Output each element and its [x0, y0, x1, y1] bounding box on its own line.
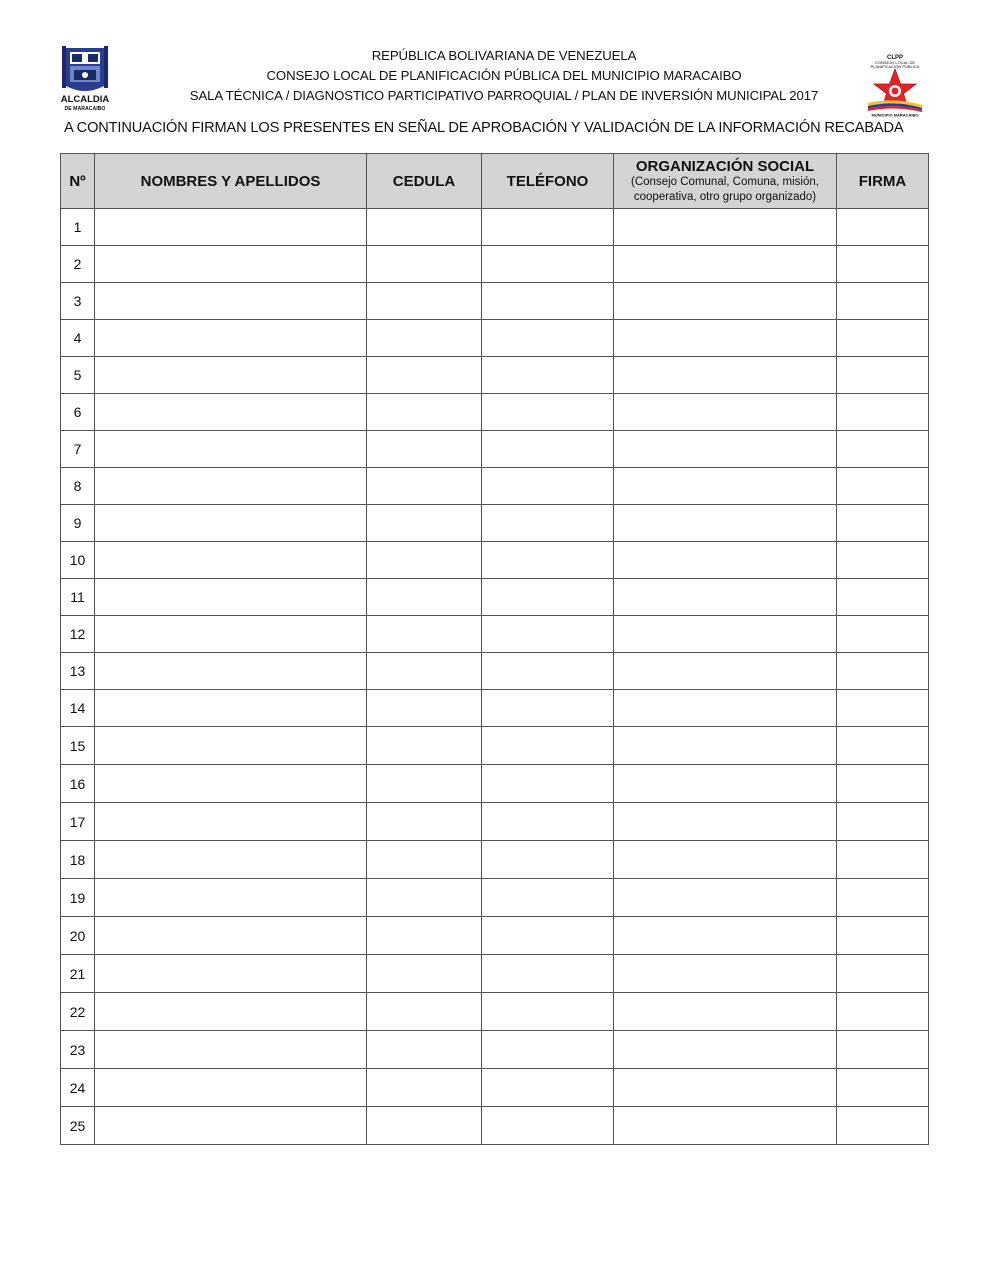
row-number: 19	[61, 879, 95, 917]
cell-names[interactable]	[95, 283, 367, 320]
clpp-logo	[864, 53, 926, 117]
cell-firma[interactable]	[837, 1069, 929, 1107]
row-number: 13	[61, 653, 95, 690]
cell-telefono[interactable]	[482, 357, 614, 394]
row-number: 4	[61, 320, 95, 357]
cell-cedula[interactable]	[367, 955, 482, 993]
table-row	[61, 431, 929, 468]
header-line-2: CONSEJO LOCAL DE PLANIFICACIÓN PÚBLICA DEL MUNICIPIO MARACAIBO	[266, 68, 742, 83]
cell-names[interactable]	[95, 431, 367, 468]
document-header	[130, 46, 878, 106]
cell-names[interactable]	[95, 993, 367, 1031]
col-header-firma: FIRMA	[837, 154, 929, 209]
col-header-organizacion-title: ORGANIZACIÓN SOCIAL	[635, 157, 815, 175]
cell-telefono[interactable]	[482, 1069, 614, 1107]
table-row	[61, 727, 929, 765]
table-row	[61, 690, 929, 727]
alcaldia-logo-text2: DE MARACAIBO	[64, 106, 106, 112]
signature-table	[60, 153, 929, 1145]
cell-organizacion[interactable]	[614, 803, 837, 841]
row-number: 8	[61, 468, 95, 505]
cell-firma[interactable]	[837, 993, 929, 1031]
cell-cedula[interactable]	[367, 246, 482, 283]
cell-telefono[interactable]	[482, 653, 614, 690]
row-number: 1	[61, 209, 95, 246]
row-number: 21	[61, 955, 95, 993]
cell-organizacion[interactable]	[614, 505, 837, 542]
cell-names[interactable]	[95, 579, 367, 616]
cell-organizacion[interactable]	[614, 727, 837, 765]
cell-telefono[interactable]	[482, 690, 614, 727]
cell-organizacion[interactable]	[614, 1031, 837, 1069]
row-number: 9	[61, 505, 95, 542]
col-header-names: NOMBRES Y APELLIDOS	[95, 154, 367, 209]
cell-organizacion[interactable]	[614, 1069, 837, 1107]
cell-firma[interactable]	[837, 246, 929, 283]
table-row	[61, 283, 929, 320]
table-header-row	[61, 154, 929, 209]
cell-names[interactable]	[95, 505, 367, 542]
row-number: 14	[61, 690, 95, 727]
table-row	[61, 879, 929, 917]
cell-organizacion[interactable]	[614, 246, 837, 283]
alcaldia-logo	[60, 44, 110, 114]
row-number: 11	[61, 579, 95, 616]
table-row	[61, 357, 929, 394]
col-header-cedula: CEDULA	[367, 154, 482, 209]
cell-names[interactable]	[95, 765, 367, 803]
table-row	[61, 505, 929, 542]
clpp-logo-sub1: CONSEJO LOCAL DE	[874, 60, 916, 65]
cell-organizacion[interactable]	[614, 1107, 837, 1145]
cell-firma[interactable]	[837, 209, 929, 246]
table-row	[61, 246, 929, 283]
row-number: 25	[61, 1107, 95, 1145]
row-number: 10	[61, 542, 95, 579]
cell-cedula[interactable]	[367, 879, 482, 917]
cell-names[interactable]	[95, 653, 367, 690]
cell-organizacion[interactable]	[614, 955, 837, 993]
cell-cedula[interactable]	[367, 505, 482, 542]
cell-telefono[interactable]	[482, 955, 614, 993]
cell-telefono[interactable]	[482, 542, 614, 579]
cell-firma[interactable]	[837, 1031, 929, 1069]
table-row	[61, 765, 929, 803]
row-number: 23	[61, 1031, 95, 1069]
cell-firma[interactable]	[837, 283, 929, 320]
cell-cedula[interactable]	[367, 209, 482, 246]
cell-names[interactable]	[95, 841, 367, 879]
cell-organizacion[interactable]	[614, 917, 837, 955]
table-row	[61, 542, 929, 579]
clpp-logo-title: CLPP	[886, 55, 904, 61]
approval-statement: A CONTINUACIÓN FIRMAN LOS PRESENTES EN SEÑAL DE APROBACIÓN Y VALIDACIÓN DE LA INFORMACIÓN RECABADA	[64, 120, 904, 136]
cell-telefono[interactable]	[482, 283, 614, 320]
cell-firma[interactable]	[837, 879, 929, 917]
cell-telefono[interactable]	[482, 917, 614, 955]
cell-names[interactable]	[95, 209, 367, 246]
cell-firma[interactable]	[837, 955, 929, 993]
table-row	[61, 579, 929, 616]
alcaldia-logo-text1: ALCALDIA	[60, 94, 110, 105]
table-row	[61, 841, 929, 879]
cell-firma[interactable]	[837, 841, 929, 879]
cell-cedula[interactable]	[367, 431, 482, 468]
col-header-num: Nº	[61, 154, 95, 209]
table-row	[61, 993, 929, 1031]
table-row	[61, 955, 929, 993]
table-row	[61, 803, 929, 841]
table-row	[61, 1069, 929, 1107]
cell-firma[interactable]	[837, 1107, 929, 1145]
cell-cedula[interactable]	[367, 841, 482, 879]
cell-telefono[interactable]	[482, 468, 614, 505]
cell-names[interactable]	[95, 727, 367, 765]
cell-cedula[interactable]	[367, 727, 482, 765]
cell-organizacion[interactable]	[614, 283, 837, 320]
table-row	[61, 468, 929, 505]
cell-names[interactable]	[95, 542, 367, 579]
cell-organizacion[interactable]	[614, 357, 837, 394]
table-row	[61, 616, 929, 653]
header-line-1: REPÚBLICA BOLIVARIANA DE VENEZUELA	[371, 48, 637, 63]
cell-names[interactable]	[95, 1107, 367, 1145]
col-header-telefono: TELÉFONO	[482, 154, 614, 209]
col-header-organizacion-sub: (Consejo Comunal, Comuna, misión, cooperativa, otro grupo organizado)	[631, 175, 819, 203]
row-number: 16	[61, 765, 95, 803]
cell-names[interactable]	[95, 616, 367, 653]
cell-firma[interactable]	[837, 357, 929, 394]
cell-organizacion[interactable]	[614, 653, 837, 690]
cell-names[interactable]	[95, 917, 367, 955]
cell-firma[interactable]	[837, 690, 929, 727]
clpp-logo-sub3: MUNICIPIO MARACAIBO	[871, 112, 919, 117]
cell-organizacion[interactable]	[614, 431, 837, 468]
cell-telefono[interactable]	[482, 803, 614, 841]
row-number: 5	[61, 357, 95, 394]
cell-cedula[interactable]	[367, 917, 482, 955]
cell-organizacion[interactable]	[614, 468, 837, 505]
row-number: 7	[61, 431, 95, 468]
cell-firma[interactable]	[837, 320, 929, 357]
clpp-logo-sub2: PLANIFICACIÓN PÚBLICA	[870, 64, 920, 69]
cell-firma[interactable]	[837, 505, 929, 542]
cell-cedula[interactable]	[367, 283, 482, 320]
cell-names[interactable]	[95, 1069, 367, 1107]
header-line-3: SALA TÉCNICA / DIAGNOSTICO PARTICIPATIVO PARROQUIAL / PLAN DE INVERSIÓN MUNICIPAL 2017	[189, 88, 819, 103]
cell-organizacion[interactable]	[614, 394, 837, 431]
cell-organizacion[interactable]	[614, 616, 837, 653]
cell-cedula[interactable]	[367, 1031, 482, 1069]
cell-organizacion[interactable]	[614, 765, 837, 803]
cell-telefono[interactable]	[482, 579, 614, 616]
row-number: 12	[61, 616, 95, 653]
cell-cedula[interactable]	[367, 542, 482, 579]
row-number: 17	[61, 803, 95, 841]
cell-cedula[interactable]	[367, 357, 482, 394]
cell-firma[interactable]	[837, 803, 929, 841]
table-row	[61, 320, 929, 357]
table-row	[61, 209, 929, 246]
row-number: 18	[61, 841, 95, 879]
cell-names[interactable]	[95, 357, 367, 394]
cell-names[interactable]	[95, 246, 367, 283]
cell-telefono[interactable]	[482, 505, 614, 542]
table-row	[61, 394, 929, 431]
cell-cedula[interactable]	[367, 765, 482, 803]
cell-organizacion[interactable]	[614, 841, 837, 879]
row-number: 6	[61, 394, 95, 431]
cell-cedula[interactable]	[367, 1069, 482, 1107]
cell-firma[interactable]	[837, 616, 929, 653]
cell-organizacion[interactable]	[614, 690, 837, 727]
cell-telefono[interactable]	[482, 1031, 614, 1069]
table-row	[61, 917, 929, 955]
cell-names[interactable]	[95, 955, 367, 993]
cell-cedula[interactable]	[367, 320, 482, 357]
row-number: 2	[61, 246, 95, 283]
row-number: 20	[61, 917, 95, 955]
cell-firma[interactable]	[837, 917, 929, 955]
cell-telefono[interactable]	[482, 246, 614, 283]
cell-cedula[interactable]	[367, 616, 482, 653]
table-row	[61, 1107, 929, 1145]
cell-telefono[interactable]	[482, 616, 614, 653]
cell-names[interactable]	[95, 803, 367, 841]
cell-names[interactable]	[95, 879, 367, 917]
cell-names[interactable]	[95, 394, 367, 431]
cell-cedula[interactable]	[367, 653, 482, 690]
cell-firma[interactable]	[837, 542, 929, 579]
cell-organizacion[interactable]	[614, 542, 837, 579]
cell-firma[interactable]	[837, 653, 929, 690]
cell-telefono[interactable]	[482, 209, 614, 246]
cell-cedula[interactable]	[367, 394, 482, 431]
row-number: 24	[61, 1069, 95, 1107]
cell-names[interactable]	[95, 320, 367, 357]
cell-firma[interactable]	[837, 431, 929, 468]
col-header-organizacion	[614, 154, 837, 209]
cell-telefono[interactable]	[482, 765, 614, 803]
row-number: 3	[61, 283, 95, 320]
cell-firma[interactable]	[837, 727, 929, 765]
row-number: 22	[61, 993, 95, 1031]
cell-names[interactable]	[95, 690, 367, 727]
cell-telefono[interactable]	[482, 1107, 614, 1145]
cell-telefono[interactable]	[482, 727, 614, 765]
cell-telefono[interactable]	[482, 431, 614, 468]
cell-organizacion[interactable]	[614, 320, 837, 357]
cell-telefono[interactable]	[482, 320, 614, 357]
cell-firma[interactable]	[837, 468, 929, 505]
cell-organizacion[interactable]	[614, 879, 837, 917]
cell-cedula[interactable]	[367, 993, 482, 1031]
cell-cedula[interactable]	[367, 803, 482, 841]
cell-organizacion[interactable]	[614, 993, 837, 1031]
cell-cedula[interactable]	[367, 579, 482, 616]
cell-telefono[interactable]	[482, 394, 614, 431]
cell-names[interactable]	[95, 468, 367, 505]
cell-telefono[interactable]	[482, 841, 614, 879]
cell-firma[interactable]	[837, 579, 929, 616]
cell-names[interactable]	[95, 1031, 367, 1069]
cell-firma[interactable]	[837, 394, 929, 431]
cell-organizacion[interactable]	[614, 209, 837, 246]
cell-organizacion[interactable]	[614, 579, 837, 616]
cell-cedula[interactable]	[367, 690, 482, 727]
row-number: 15	[61, 727, 95, 765]
cell-telefono[interactable]	[482, 993, 614, 1031]
table-row	[61, 653, 929, 690]
cell-telefono[interactable]	[482, 879, 614, 917]
cell-cedula[interactable]	[367, 468, 482, 505]
cell-cedula[interactable]	[367, 1107, 482, 1145]
table-row	[61, 1031, 929, 1069]
cell-firma[interactable]	[837, 765, 929, 803]
